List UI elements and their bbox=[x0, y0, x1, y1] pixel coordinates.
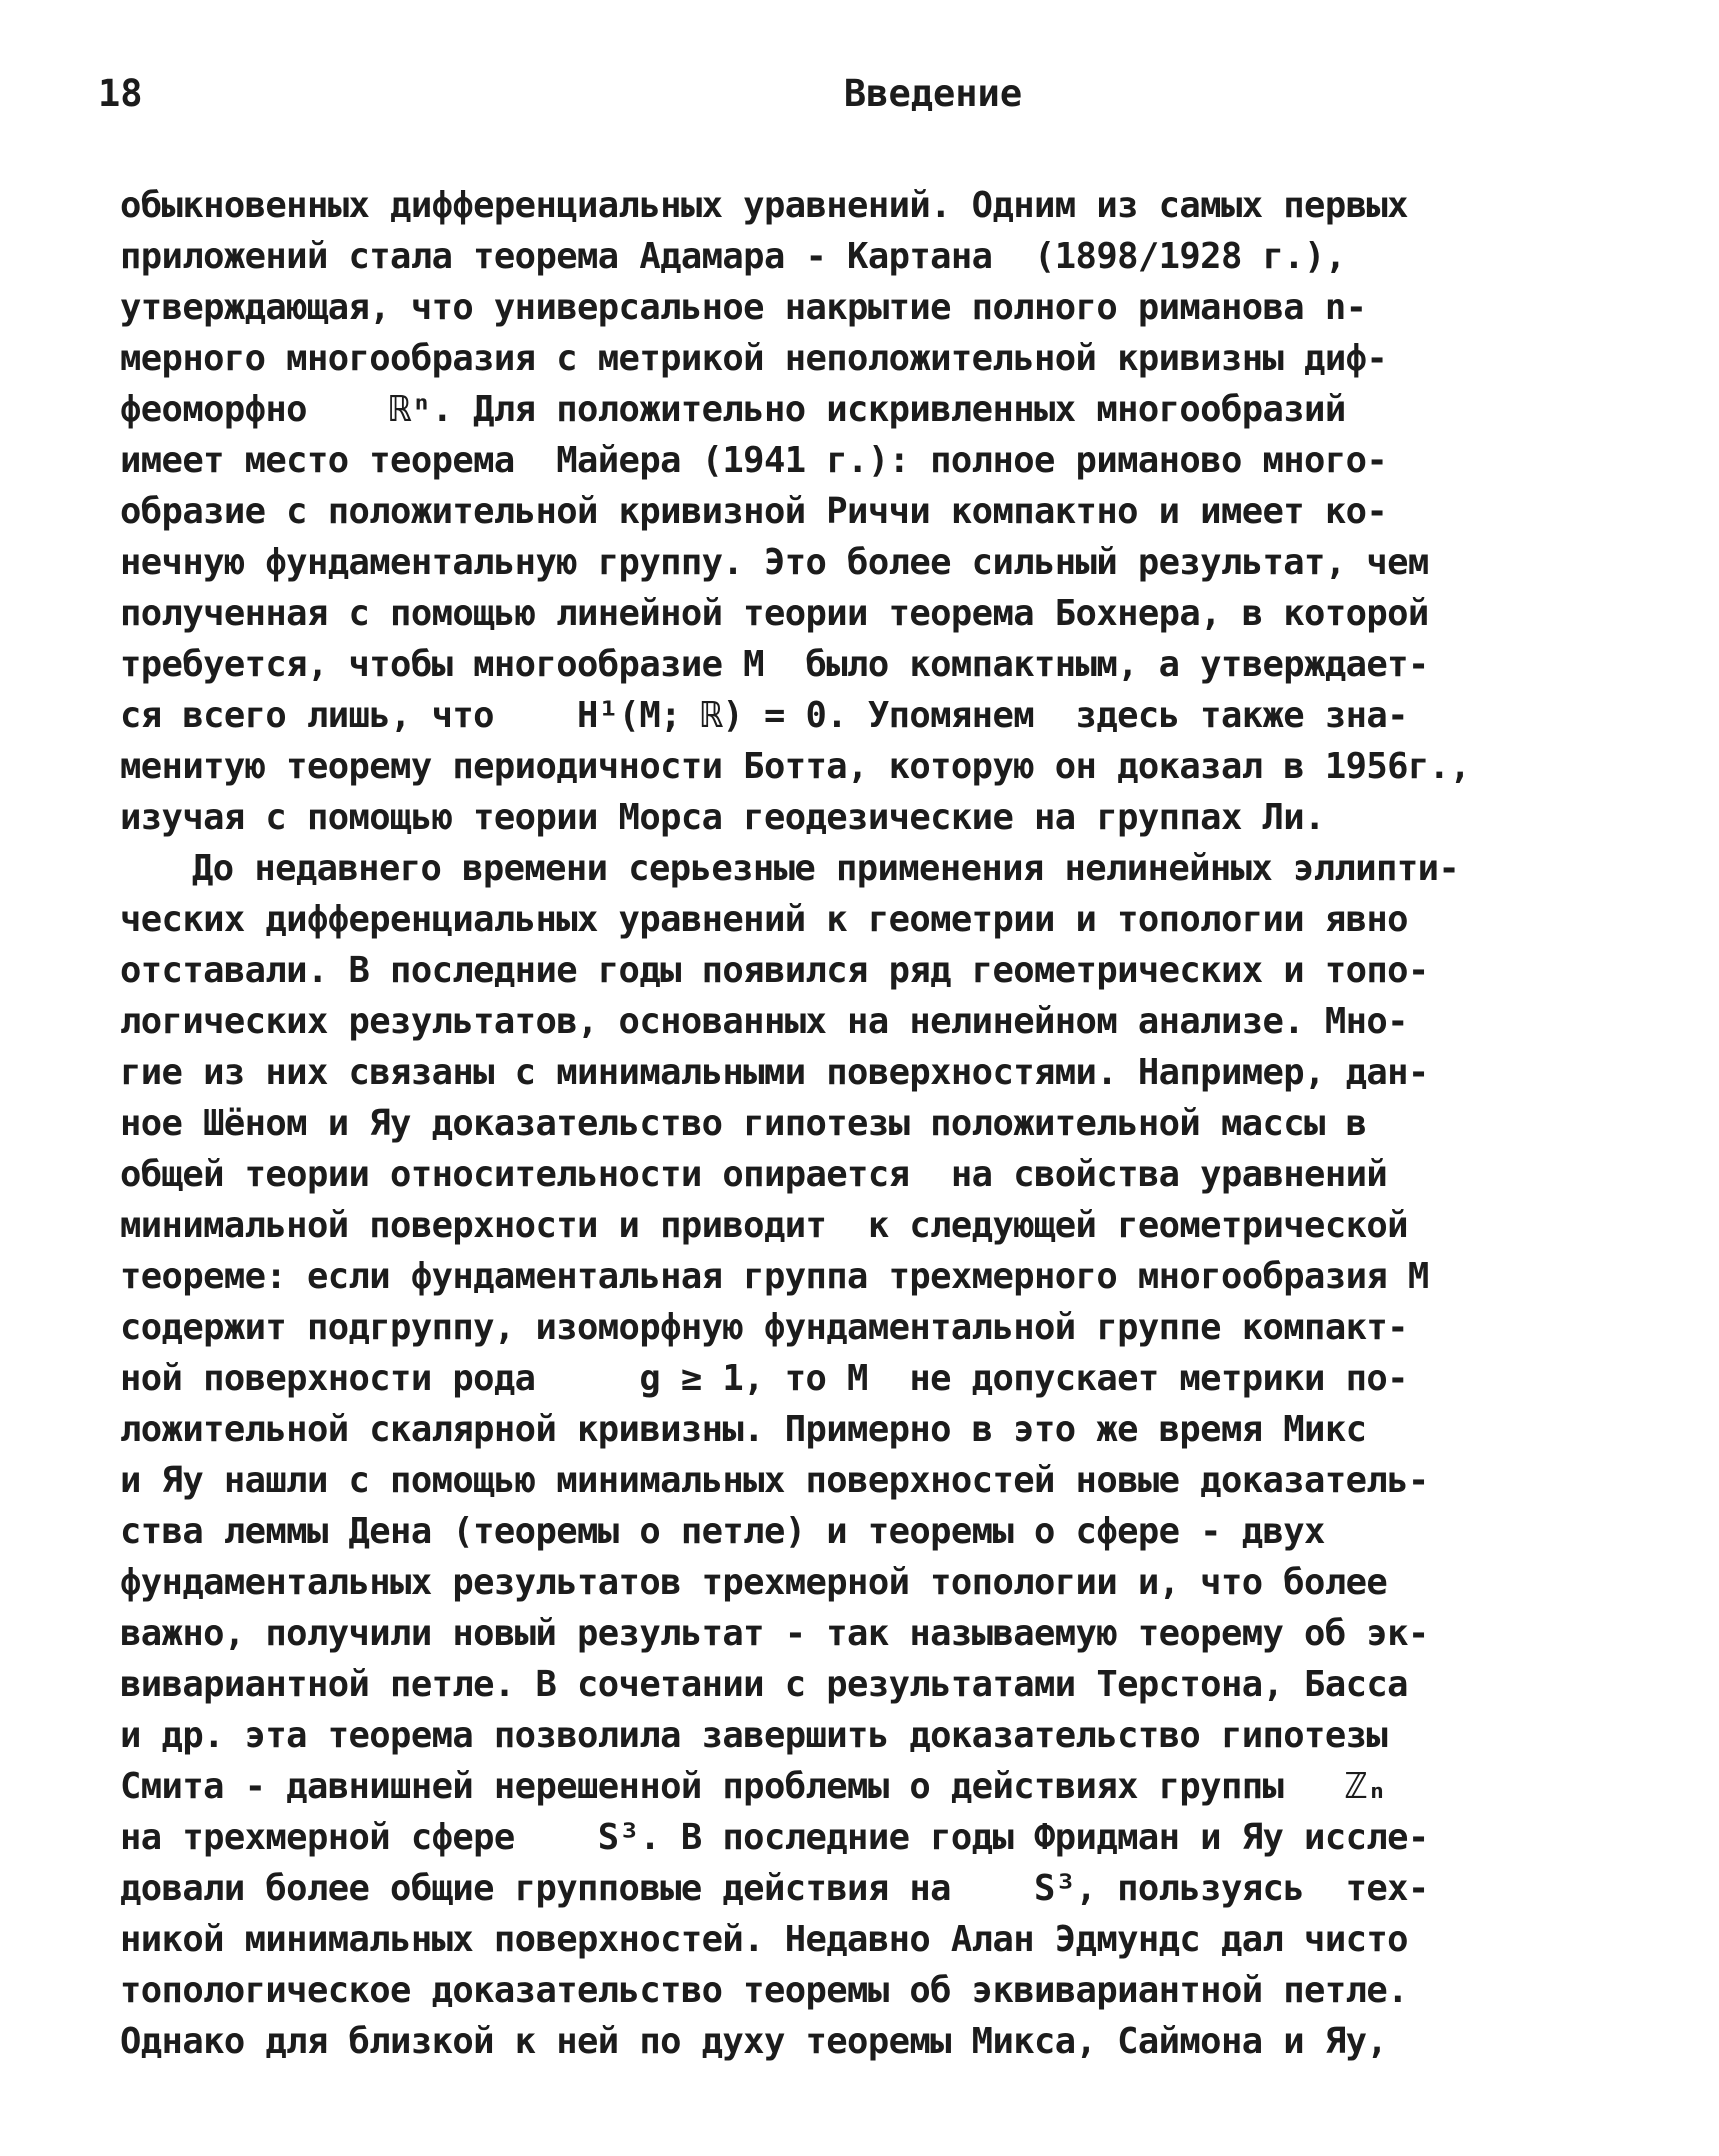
text-line: обыкновенных дифференциальных уравнений. Одним из самых первых bbox=[120, 185, 1408, 226]
text-line: ся всего лишь, что H¹(M; ℝ) = 0. Упомянем здесь также зна- bbox=[120, 695, 1408, 736]
text-line: ческих дифференциальных уравнений к геометрии и топологии явно bbox=[120, 899, 1408, 940]
text-line: изучая с помощью теории Морса геодезические на группах Ли. bbox=[120, 797, 1325, 838]
text-line: важно, получили новый результат - так называемую теорему об эк- bbox=[120, 1613, 1429, 1654]
running-title: Введение bbox=[843, 72, 1023, 115]
text-line: приложений стала теорема Адамара - Картана (1898/1928 г.), bbox=[120, 236, 1346, 277]
text-line: и др. эта теорема позволила завершить доказательство гипотезы bbox=[120, 1715, 1388, 1756]
text-line: содержит подгруппу, изоморфную фундаментальной группе компакт- bbox=[120, 1307, 1408, 1348]
text-line: образие с положительной кривизной Риччи компактно и имеет ко- bbox=[120, 491, 1388, 532]
text-line: утверждающая, что универсальное накрытие полного риманова n- bbox=[120, 287, 1367, 328]
text-line: имеет место теорема Майера (1941 г.): полное риманово много- bbox=[120, 440, 1388, 481]
text-line: фундаментальных результатов трехмерной топологии и, что более bbox=[120, 1562, 1388, 1603]
text-line: требуется, чтобы многообразие M было компактным, а утверждает- bbox=[120, 644, 1429, 685]
text-line: ной поверхности рода g ≥ 1, то M не допускает метрики по- bbox=[120, 1358, 1408, 1399]
page-header bbox=[98, 72, 1618, 122]
text-line: и Яу нашли с помощью минимальных поверхностей новые доказатель- bbox=[120, 1460, 1429, 1501]
text-line: менитую теорему периодичности Ботта, которую он доказал в 1956г., bbox=[120, 746, 1471, 787]
text-line: полученная с помощью линейной теории теорема Бохнера, в которой bbox=[120, 593, 1429, 634]
text-line: гие из них связаны с минимальными поверхностями. Например, дан- bbox=[120, 1052, 1429, 1093]
text-line: общей теории относительности опирается на свойства уравнений bbox=[120, 1154, 1388, 1195]
text-line: логических результатов, основанных на нелинейном анализе. Мно- bbox=[120, 1001, 1408, 1042]
text-line: на трехмерной сфере S³. В последние годы Фридман и Яу иссле- bbox=[120, 1817, 1429, 1858]
text-line: теореме: если фундаментальная группа трехмерного многообразия M bbox=[120, 1256, 1429, 1297]
text-line: минимальной поверхности и приводит к следующей геометрической bbox=[120, 1205, 1408, 1246]
text-line: ное Шёном и Яу доказательство гипотезы положительной массы в bbox=[120, 1103, 1367, 1144]
text-line: Однако для близкой к ней по духу теоремы Микса, Саймона и Яу, bbox=[120, 2021, 1388, 2062]
body-text bbox=[120, 180, 1620, 2067]
text-line: ства леммы Дена (теоремы о петле) и теоремы о сфере - двух bbox=[120, 1511, 1325, 1552]
text-line: нечную фундаментальную группу. Это более сильный результат, чем bbox=[120, 542, 1429, 583]
text-line: вивариантной петле. В сочетании с результатами Терстона, Басса bbox=[120, 1664, 1408, 1705]
text-line: никой минимальных поверхностей. Недавно Алан Эдмундс дал чисто bbox=[120, 1919, 1408, 1960]
text-line: феоморфно ℝⁿ. Для положительно искривленных многообразий bbox=[120, 389, 1346, 430]
paragraph-start-line: До недавнего времени серьезные применения нелинейных эллипти- bbox=[192, 848, 1460, 889]
text-line: топологическое доказательство теоремы об эквивариантной петле. bbox=[120, 1970, 1408, 2011]
text-line: довали более общие групповые действия на S³, пользуясь тех- bbox=[120, 1868, 1429, 1909]
text-line: Смита - давнишней нерешенной проблемы о действиях группы ℤₙ bbox=[120, 1766, 1388, 1807]
text-line: мерного многообразия с метрикой неположительной кривизны диф- bbox=[120, 338, 1388, 379]
text-line: ложительной скалярной кривизны. Примерно в это же время Микс bbox=[120, 1409, 1367, 1450]
text-line: отставали. В последние годы появился ряд геометрических и топо- bbox=[120, 950, 1429, 991]
page-number: 18 bbox=[98, 72, 143, 115]
